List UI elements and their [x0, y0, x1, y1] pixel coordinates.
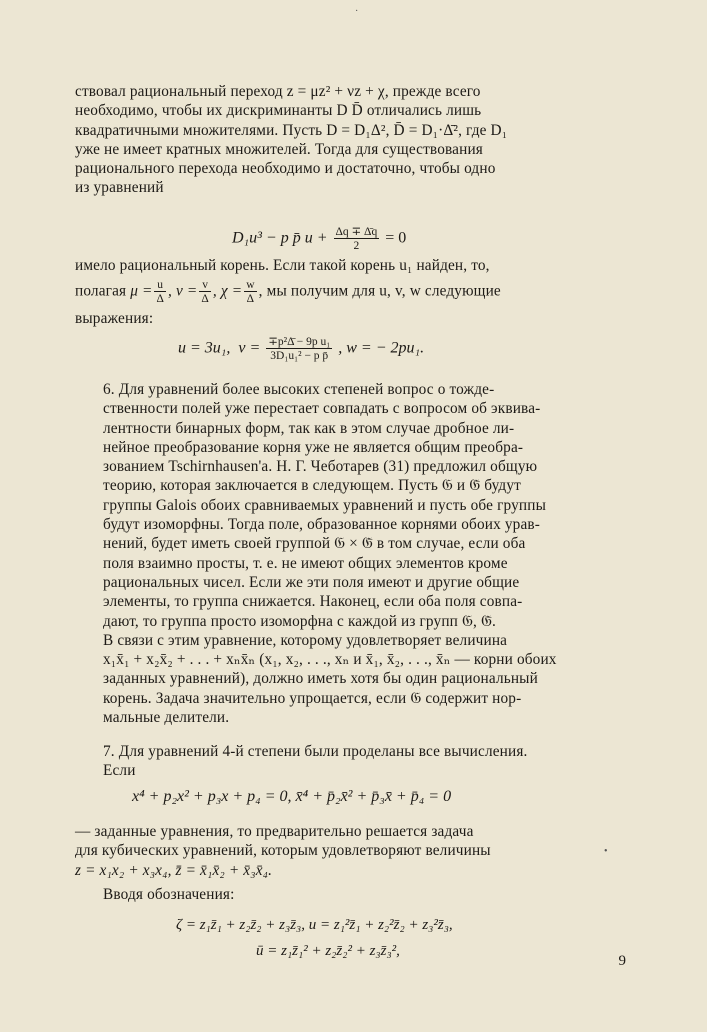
text-line: Если — [103, 762, 136, 780]
page-number: 9 — [618, 953, 626, 969]
equation-2: u = 3u₁, v = $\frac{\text{∓p²Δ̄ − 9p u₁}}{\text{3D₁u₁² − p p̄}}$ , w = − 2pu₁. — [178, 336, 425, 362]
text-line: 7. Для уравнений 4-й степени были проделаны все вычисления. — [103, 743, 528, 760]
paragraph-2 — [75, 256, 623, 329]
text-line: ственности полей уже перестает совпадать с вопросом об эквива- — [103, 400, 541, 418]
equation-4: ζ = z₁z̄₁ + z₂z̄₂ + z₃z̄₃, u = z₁²z̄₁ + z₂²z̄₂ + z₃²z̄₃, — [176, 917, 453, 933]
text-line: В связи с этим уравнение, которому удовлетворяет величина — [103, 631, 508, 649]
scan-speck: • — [604, 846, 608, 857]
fraction: $\frac{\Delta q \mp \Deltāq}{2}$ — [335, 226, 378, 252]
text-line: рационального перехода необходимо и достаточно, чтобы одно — [75, 160, 496, 178]
text-line: — заданные уравнения, то предварительно решается задача — [75, 823, 474, 840]
text-line: нений, будет иметь своей группой 𝔊 × 𝔊̄ в том случае, если оба — [103, 535, 526, 553]
equation-1: D₁u³ − p p̄ u + $\frac{\Delta q \mp \Deltāq}{2}$ = 0 — [232, 226, 407, 252]
text-line: заданных уравнений), должно иметь хотя бы один рациональный — [103, 670, 538, 688]
text-line: 6. Для уравнений более высоких степеней вопрос о тожде- — [103, 381, 495, 398]
text-line: Вводя обозначения: — [103, 886, 235, 903]
text-line: выражения: — [75, 310, 154, 328]
text-line: рациональных чисел. Если же эти поля имеют и другие общие — [103, 573, 520, 591]
text-line: дают, то группа просто изоморфна с каждой из групп 𝔊, 𝔊̄. — [103, 612, 496, 630]
text-line: теорию, которая заключается в следующем. Пусть 𝔊 и 𝔊̄ будут — [103, 477, 521, 495]
text-line: нейное преобразование корня уже не является общим преобра- — [103, 438, 524, 456]
paragraph-section-6 — [75, 380, 623, 727]
text-line: будут изоморфны. Тогда поле, образованное корнями обоих урав- — [103, 516, 541, 534]
text-line: необходимо, чтобы их дискриминанты D D̄ отличались лишь — [75, 102, 482, 120]
text-line: зованием Tschirnhausen'a. Н. Г. Чеботарев (31) предложил общую — [103, 458, 538, 476]
text-line: мальные делители. — [103, 709, 230, 727]
paragraph-9 — [75, 885, 623, 904]
paragraph-1 — [75, 82, 623, 198]
text-line: уже не имеет кратных множителей. Тогда для существования — [75, 140, 483, 158]
paragraph-8 — [75, 822, 623, 880]
text-line: ствовал рациональный переход z = μz² + νz + χ, прежде всего — [75, 83, 481, 100]
text-line: элементы, то группа снижается. Наконец, если оба поля совпа- — [103, 593, 523, 611]
scan-speck: · — [355, 6, 359, 17]
text-line: корень. Задача значительно упрощается, если 𝔊 содержит нор- — [103, 689, 522, 707]
text-line: из уравнений — [75, 179, 164, 197]
paragraph-section-7 — [75, 742, 623, 781]
text-line: x₁x̄₁ + x₂x̄₂ + . . . + xₙx̄ₙ (x₁, x₂, . . ., xₙ и x̄₁, x̄₂, . . ., x̄ₙ — корни обоих — [103, 651, 557, 669]
text-line: z = x₁x₂ + x₃x₄, z̄ = x̄₁x̄₂ + x̄₃x̄₄. — [75, 861, 273, 879]
text-line: для кубических уравнений, которым удовлетворяют величины — [75, 842, 491, 860]
fraction: $\frac{\text{∓p²Δ̄ − 9p u₁}}{\text{3D₁u₁² − p p̄}}$ — [268, 336, 331, 362]
text-line: поля взаимно просты, т. е. не имеют общих элементов кроме — [103, 554, 508, 572]
equation-5: ū = z₁z̄₁² + z₂z̄₂² + z₃z̄₃², — [256, 943, 400, 959]
text-line: имело рациональный корень. Если такой корень u₁ найден, то, — [75, 257, 490, 274]
text-line: лентности бинарных форм, так как в этом случае дробное ли- — [103, 419, 515, 437]
text-line: группы Galois обоих сравниваемых уравнений и пусть обе группы — [103, 496, 546, 514]
substitution-line: полагая μ = $\frac{u}{\Delta}$ , ν = $\frac{v}{\Delta}$ , χ = $\frac{w}{\Delta}$ , мы получим для u, v, w следующие — [75, 279, 501, 306]
text-line: квадратичными множителями. Пусть D = D₁Δ², D̄ = D₁·Δ̄², где D₁ — [75, 121, 508, 139]
equation-3: x⁴ + p₂x² + p₃x + p₄ = 0, x̄⁴ + p̄₂x̄² + p̄₃x̄ + p̄₄ = 0 — [132, 788, 452, 805]
